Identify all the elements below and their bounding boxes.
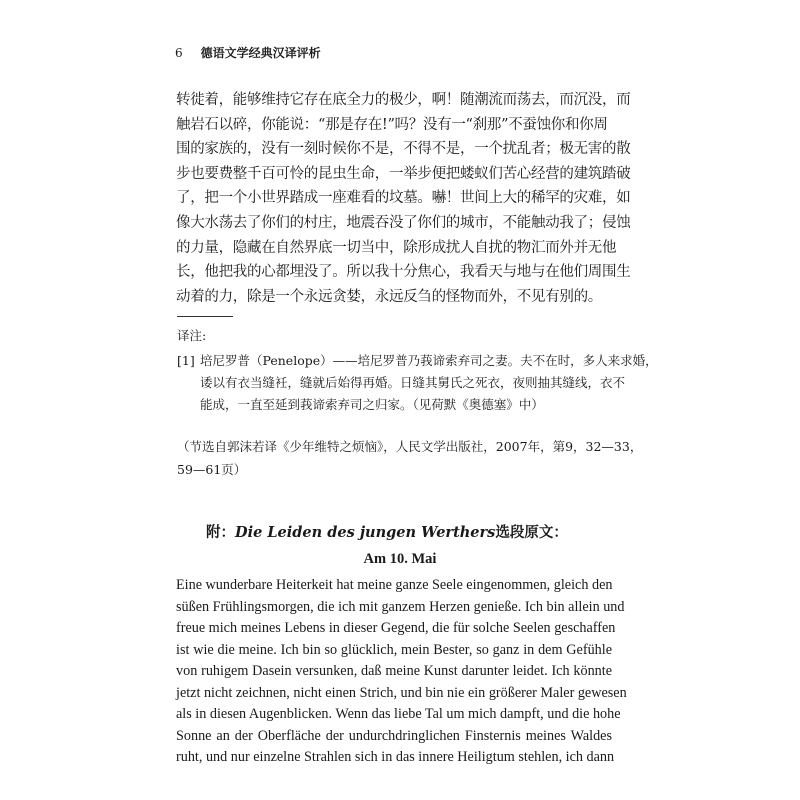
page-number: 6 <box>175 46 183 60</box>
notes-title: 译注: <box>177 328 207 343</box>
book-title: 德语文学经典汉译评析 <box>200 46 321 60</box>
chinese-translation-text <box>176 88 631 309</box>
text-line: süßen Frühlingsmorgen, die ich mit ganzem Herzen genieße. Ich bin allein und <box>176 598 625 615</box>
appendix-suffix: 选段原文： <box>495 524 568 541</box>
text-line: 像大水荡去了你们的村庄，地震吞没了你们的城市，不能触动我了；侵蚀 <box>176 214 631 231</box>
text-line: Eine wunderbare Heiterkeit hat meine ganze Seele eingenommen, gleich den <box>176 577 613 593</box>
text-line: von ruhigem Dasein versunken, daß meine Kunst darunter leidet. Ich könnte <box>176 663 612 679</box>
footnote-line: 能成，一直至延到莪谛索弃司之归家。（见荷默《奥德塞》中） <box>200 397 544 412</box>
text-line: als in diesen Augenblicken. Wenn das liebe Tal um mich dampft, und die hohe <box>176 706 621 722</box>
text-line: 转徙着，能够维持它存在底全力的极少，啊！随潮流而荡去，而沉没，而 <box>176 92 631 108</box>
text-line: jetzt nicht zeichnen, nicht einen Strich, und bin nie ein größerer Maler gewesen <box>176 684 627 701</box>
text-line: 步也要费整千百可怜的昆虫生命，一举步便把蝼蚁们苦心经营的建筑踏破 <box>176 165 631 182</box>
appendix-prefix: 附： <box>206 524 235 541</box>
source-citation <box>177 436 643 481</box>
text-line: freue mich meines Lebens in dieser Gegend, die für solche Seelen geschaffen <box>176 620 616 636</box>
footnote-line: 诿以有衣当缝衽，缝就后始得再婚。日缝其舅氏之死衣，夜则抽其缝线，衣不 <box>200 375 626 390</box>
running-head <box>175 44 321 61</box>
section-title: Am 10. Mai <box>363 551 437 567</box>
text-line: 的力量，隐藏在自然界底一切当中，除形成扰人自扰的物汇而外并无他 <box>176 239 617 256</box>
footnote-line: 培尼罗普（Penelope）——培尼罗普乃莪谛索弃司之妻。夫不在时，多人来求婚， <box>200 353 658 368</box>
text-line: ruht, und nur einzelne Strahlen sich in das innere Heiligtum stehlen, ich dann <box>176 749 615 765</box>
text-line: 触岩石以碎，你能说：“那是存在!”吗？没有一“刹那”不蚕蚀你和你周 <box>176 116 608 133</box>
text-line: 围的家族的，没有一刻时候你不是，不得不是，一个扰乱者；极无害的散 <box>176 141 631 158</box>
footnote-text <box>200 350 658 416</box>
text-line: 动着的力，除是一个永远贪婪，永远反刍的怪物而外，不见有别的。 <box>176 288 602 305</box>
citation-line: （节选自郭沫若译《少年维特之烦恼》，人民文学出版社，2007年，第9，32—33， <box>177 439 643 454</box>
appendix-work-title: Die Leiden des jungen Werthers <box>235 524 496 541</box>
citation-line: 59—61页） <box>177 461 247 477</box>
text-line: Sonne an der Oberfläche der undurchdringlichen Finsternis meines Waldes <box>176 727 612 744</box>
appendix-heading <box>206 521 568 542</box>
text-line: 了，把一个小世界踏成一座难看的坟墓。嚇！世间上大的稀罕的灾难，如 <box>176 190 631 207</box>
text-line: 长，他把我的心都埋没了。所以我十分焦心，我看天与地与在他们周围生 <box>176 264 631 281</box>
footnote-divider <box>177 316 233 317</box>
text-line: ist wie die meine. Ich bin so glücklich, mein Bester, so ganz in dem Gefühle <box>176 641 612 658</box>
footnote-marker: [1] <box>177 353 195 368</box>
german-original-text <box>176 575 627 769</box>
